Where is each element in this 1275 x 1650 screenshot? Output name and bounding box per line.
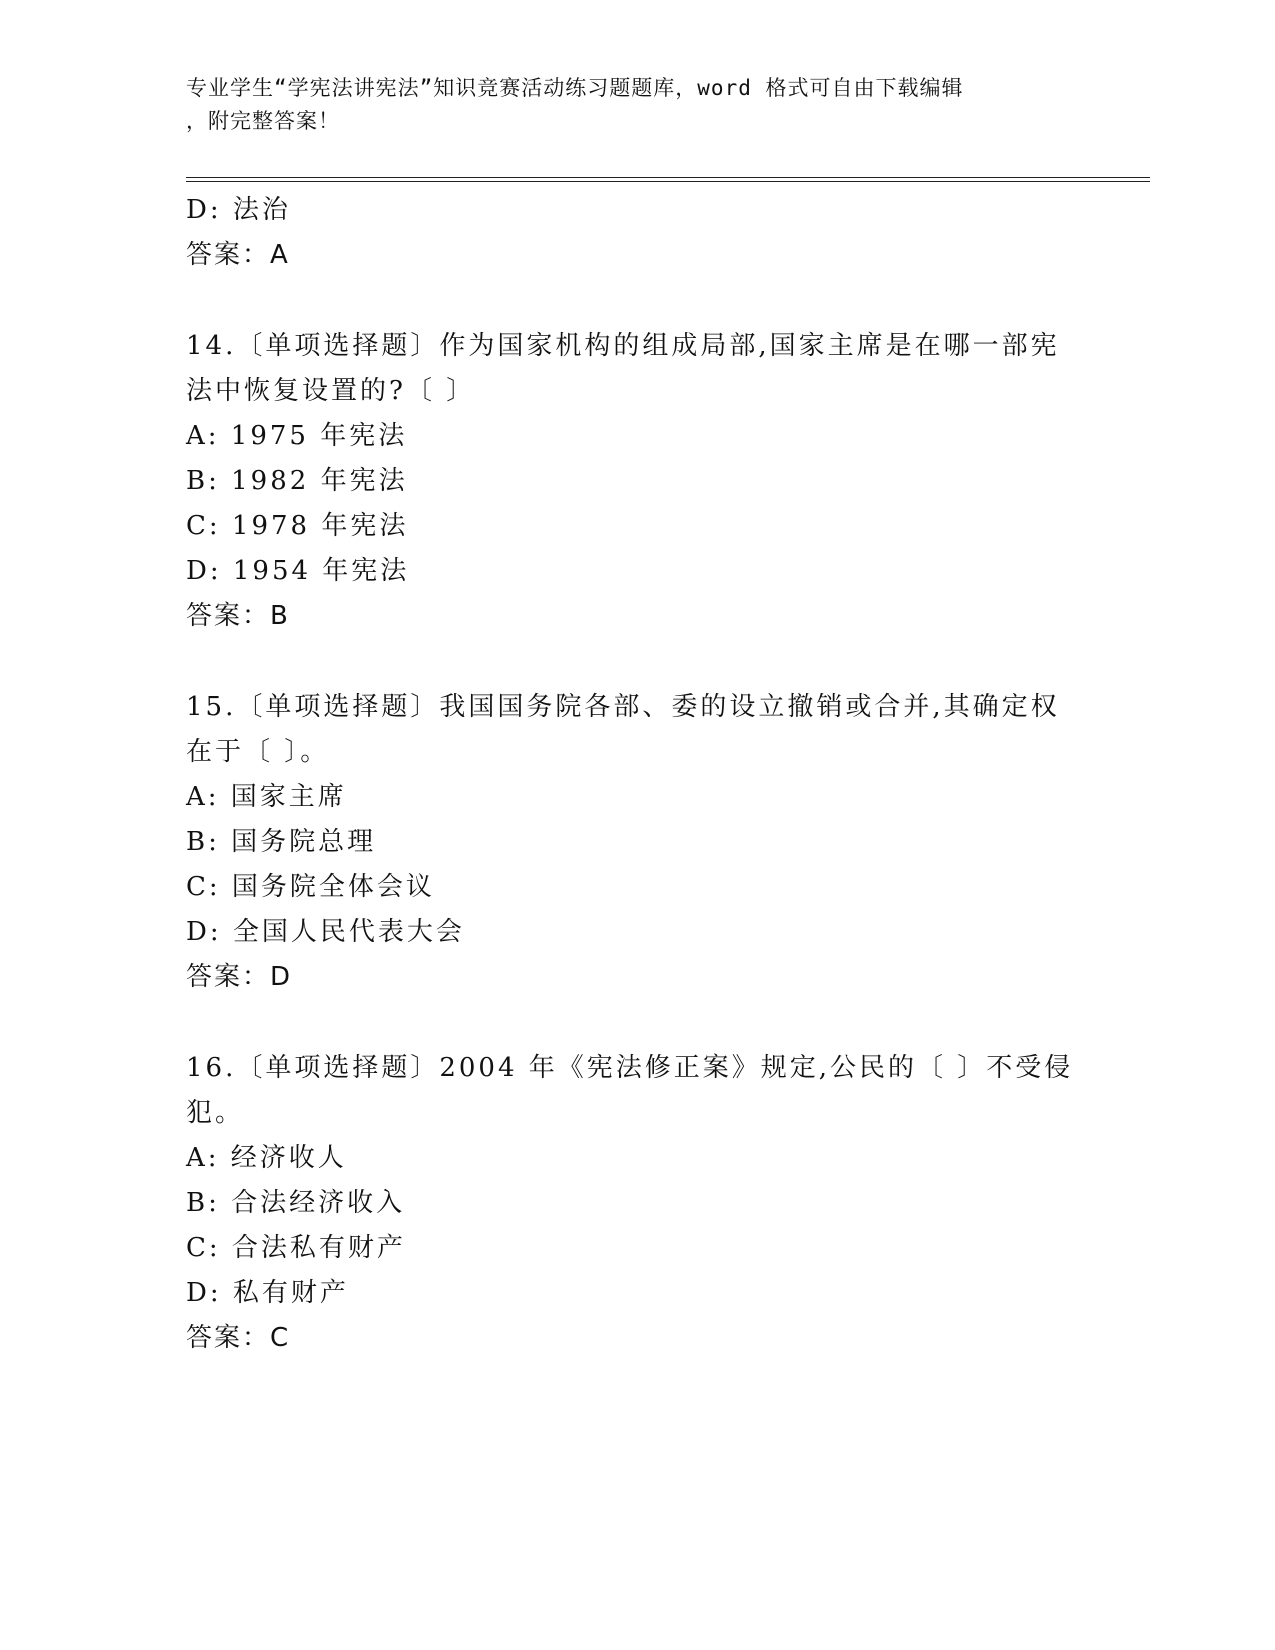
previous-question-tail — [186, 188, 1086, 278]
question-stem-line-1: 16.〔单项选择题〕2004 年《宪法修正案》规定,公民的〔 〕不受侵 — [186, 1053, 1074, 1083]
question-gap — [186, 278, 1086, 324]
option-c: C: 国务院全体会议 — [186, 872, 435, 902]
option-a: A: 国家主席 — [186, 782, 347, 812]
option-a: A: 经济收人 — [186, 1143, 347, 1173]
answer-line: 答案：C — [186, 1323, 291, 1353]
option-d: D: 全国人民代表大会 — [186, 917, 465, 947]
answer-line: 答案：A — [186, 240, 290, 270]
question-gap — [186, 639, 1086, 685]
page-header — [186, 72, 1066, 138]
question-15 — [186, 685, 1086, 1000]
option-d: D: 私有财产 — [186, 1278, 349, 1308]
option-c: C: 合法私有财产 — [186, 1233, 406, 1263]
option-d: D: 法治 — [186, 195, 291, 225]
option-c: C: 1978 年宪法 — [186, 511, 409, 541]
question-stem-line-2: 犯。 — [186, 1098, 245, 1128]
question-stem-line-1: 14.〔单项选择题〕作为国家机构的组成局部,国家主席是在哪一部宪 — [186, 331, 1060, 361]
answer-line: 答案：D — [186, 962, 293, 992]
option-d: D: 1954 年宪法 — [186, 556, 410, 586]
header-double-rule — [186, 177, 1150, 182]
option-b: B: 1982 年宪法 — [186, 466, 408, 496]
header-title-line-2: ，附完整答案！ — [186, 109, 340, 133]
answer-line: 答案：B — [186, 601, 290, 631]
option-b: B: 合法经济收入 — [186, 1188, 406, 1218]
option-a: A: 1975 年宪法 — [186, 421, 408, 451]
question-16 — [186, 1046, 1086, 1361]
question-stem-line-2: 在于〔 〕。 — [186, 737, 330, 767]
question-stem-line-2: 法中恢复设置的?〔 〕 — [186, 376, 476, 406]
question-list — [186, 188, 1086, 1361]
question-stem-line-1: 15.〔单项选择题〕我国国务院各部、委的设立撤销或合并,其确定权 — [186, 692, 1060, 722]
question-gap — [186, 1000, 1086, 1046]
question-14 — [186, 324, 1086, 639]
option-b: B: 国务院总理 — [186, 827, 377, 857]
header-title-line-1: 专业学生“学宪法讲宪法”知识竞赛活动练习题题库，word 格式可自由下载编辑 — [186, 76, 964, 100]
